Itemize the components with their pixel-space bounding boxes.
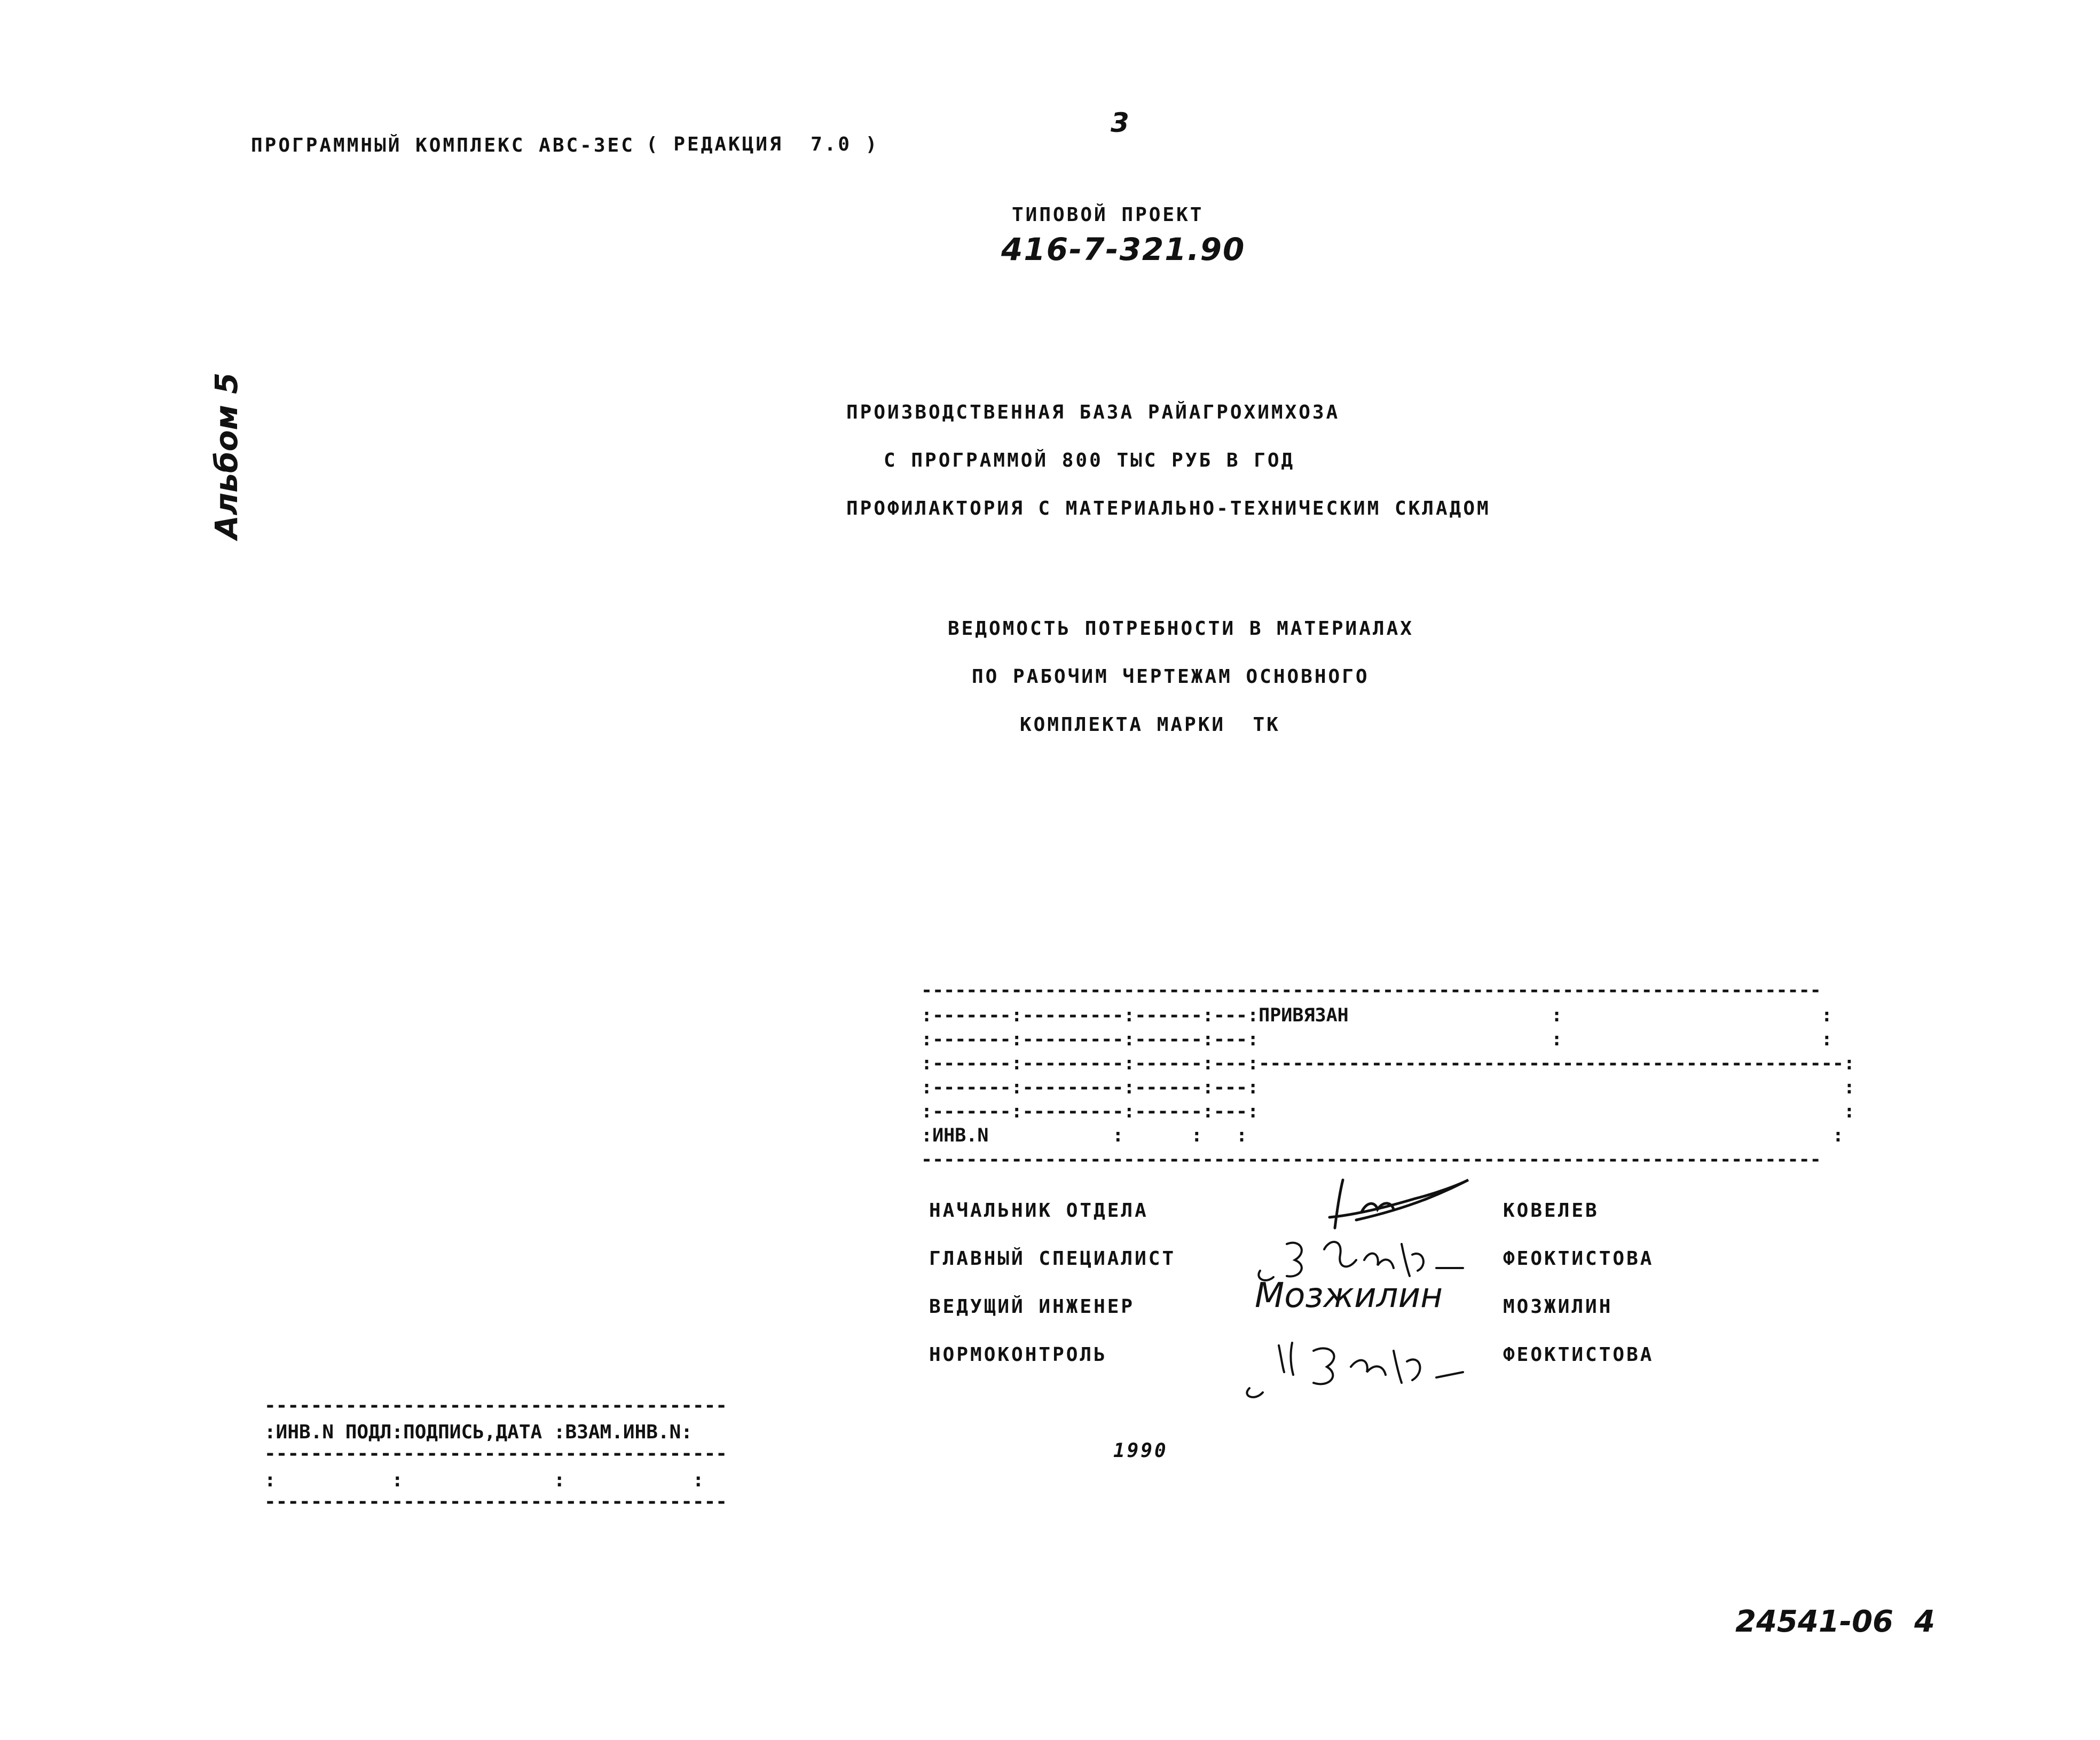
inventory-row: ---------------------------------------- [264,1491,727,1513]
subject-line-3: ПРОФИЛАКТОРИЯ С МАТЕРИАЛЬНО-ТЕХНИЧЕСКИМ СКЛАДОМ [846,498,1491,519]
revision-label: ( РЕДАКЦИЯ 7.0 ) [646,133,879,155]
inventory-row: : : : : [264,1469,704,1491]
signature-scribble-norm [1233,1329,1479,1404]
stamp-row: :-------:---------:------:---: : [921,1101,1855,1122]
signature-role: НОРМОКОНТРОЛЬ [929,1344,1107,1366]
signature-role: НАЧАЛЬНИК ОТДЕЛА [929,1200,1149,1222]
software-title: ПРОГРАММНЫЙ КОМПЛЕКС АВС-3ЕС [251,135,635,156]
document-line-1: ВЕДОМОСТЬ ПОТРЕБНОСТИ В МАТЕРИАЛАХ [948,618,1414,640]
signature-name: ФЕОКТИСТОВА [1503,1344,1654,1366]
stamp-row: -------------------------------------------------------------------------------- [921,980,1821,1001]
signature-scribble-head [1324,1169,1484,1233]
inventory-row: ---------------------------------------- [264,1395,727,1416]
signature-role: ВЕДУЩИЙ ИНЖЕНЕР [929,1296,1135,1318]
stamp-row: :-------:---------:------:---: : : [921,1029,1832,1050]
inventory-row: ---------------------------------------- [264,1443,727,1465]
document-line-3: КОМПЛЕКТА МАРКИ ТК [1020,714,1280,736]
signature-role: ГЛАВНЫЙ СПЕЦИАЛИСТ [929,1248,1176,1270]
album-label: Альбом 5 [208,372,245,539]
stamp-row: :ИНВ.N : : : : [921,1125,1844,1146]
stamp-row: -------------------------------------------------------------------------------- [921,1149,1821,1170]
stamp-row: :-------:---------:------:---:----------------------------------------------------: [921,1053,1855,1074]
subject-line-2: С ПРОГРАММОЙ 800 ТЫС РУБ В ГОД [884,450,1295,471]
signature-handwritten-name: Мозжилин [1255,1276,1443,1316]
signature-name: ФЕОКТИСТОВА [1503,1248,1654,1270]
year: 1990 [1113,1440,1168,1462]
document-line-2: ПО РАБОЧИМ ЧЕРТЕЖАМ ОСНОВНОГО [972,666,1370,688]
page-number: 3 [1111,107,1129,138]
inventory-row: :ИНВ.N ПОДЛ:ПОДПИСЬ,ДАТА :ВЗАМ.ИНВ.N: [264,1421,693,1443]
project-number: 416-7-321.90 [1001,231,1246,267]
footer-code: 24541-06 4 [1735,1604,1935,1639]
project-label: ТИПОВОЙ ПРОЕКТ [1012,204,1204,226]
stamp-row: :-------:---------:------:---:ПРИВЯЗАН : : [921,1005,1832,1026]
signature-name: КОВЕЛЕВ [1503,1200,1599,1222]
stamp-row: :-------:---------:------:---: : [921,1077,1855,1098]
signature-name: МОЗЖИЛИН [1503,1296,1613,1318]
subject-line-1: ПРОИЗВОДСТВЕННАЯ БАЗА РАЙАГРОХИМХОЗА [846,401,1340,423]
